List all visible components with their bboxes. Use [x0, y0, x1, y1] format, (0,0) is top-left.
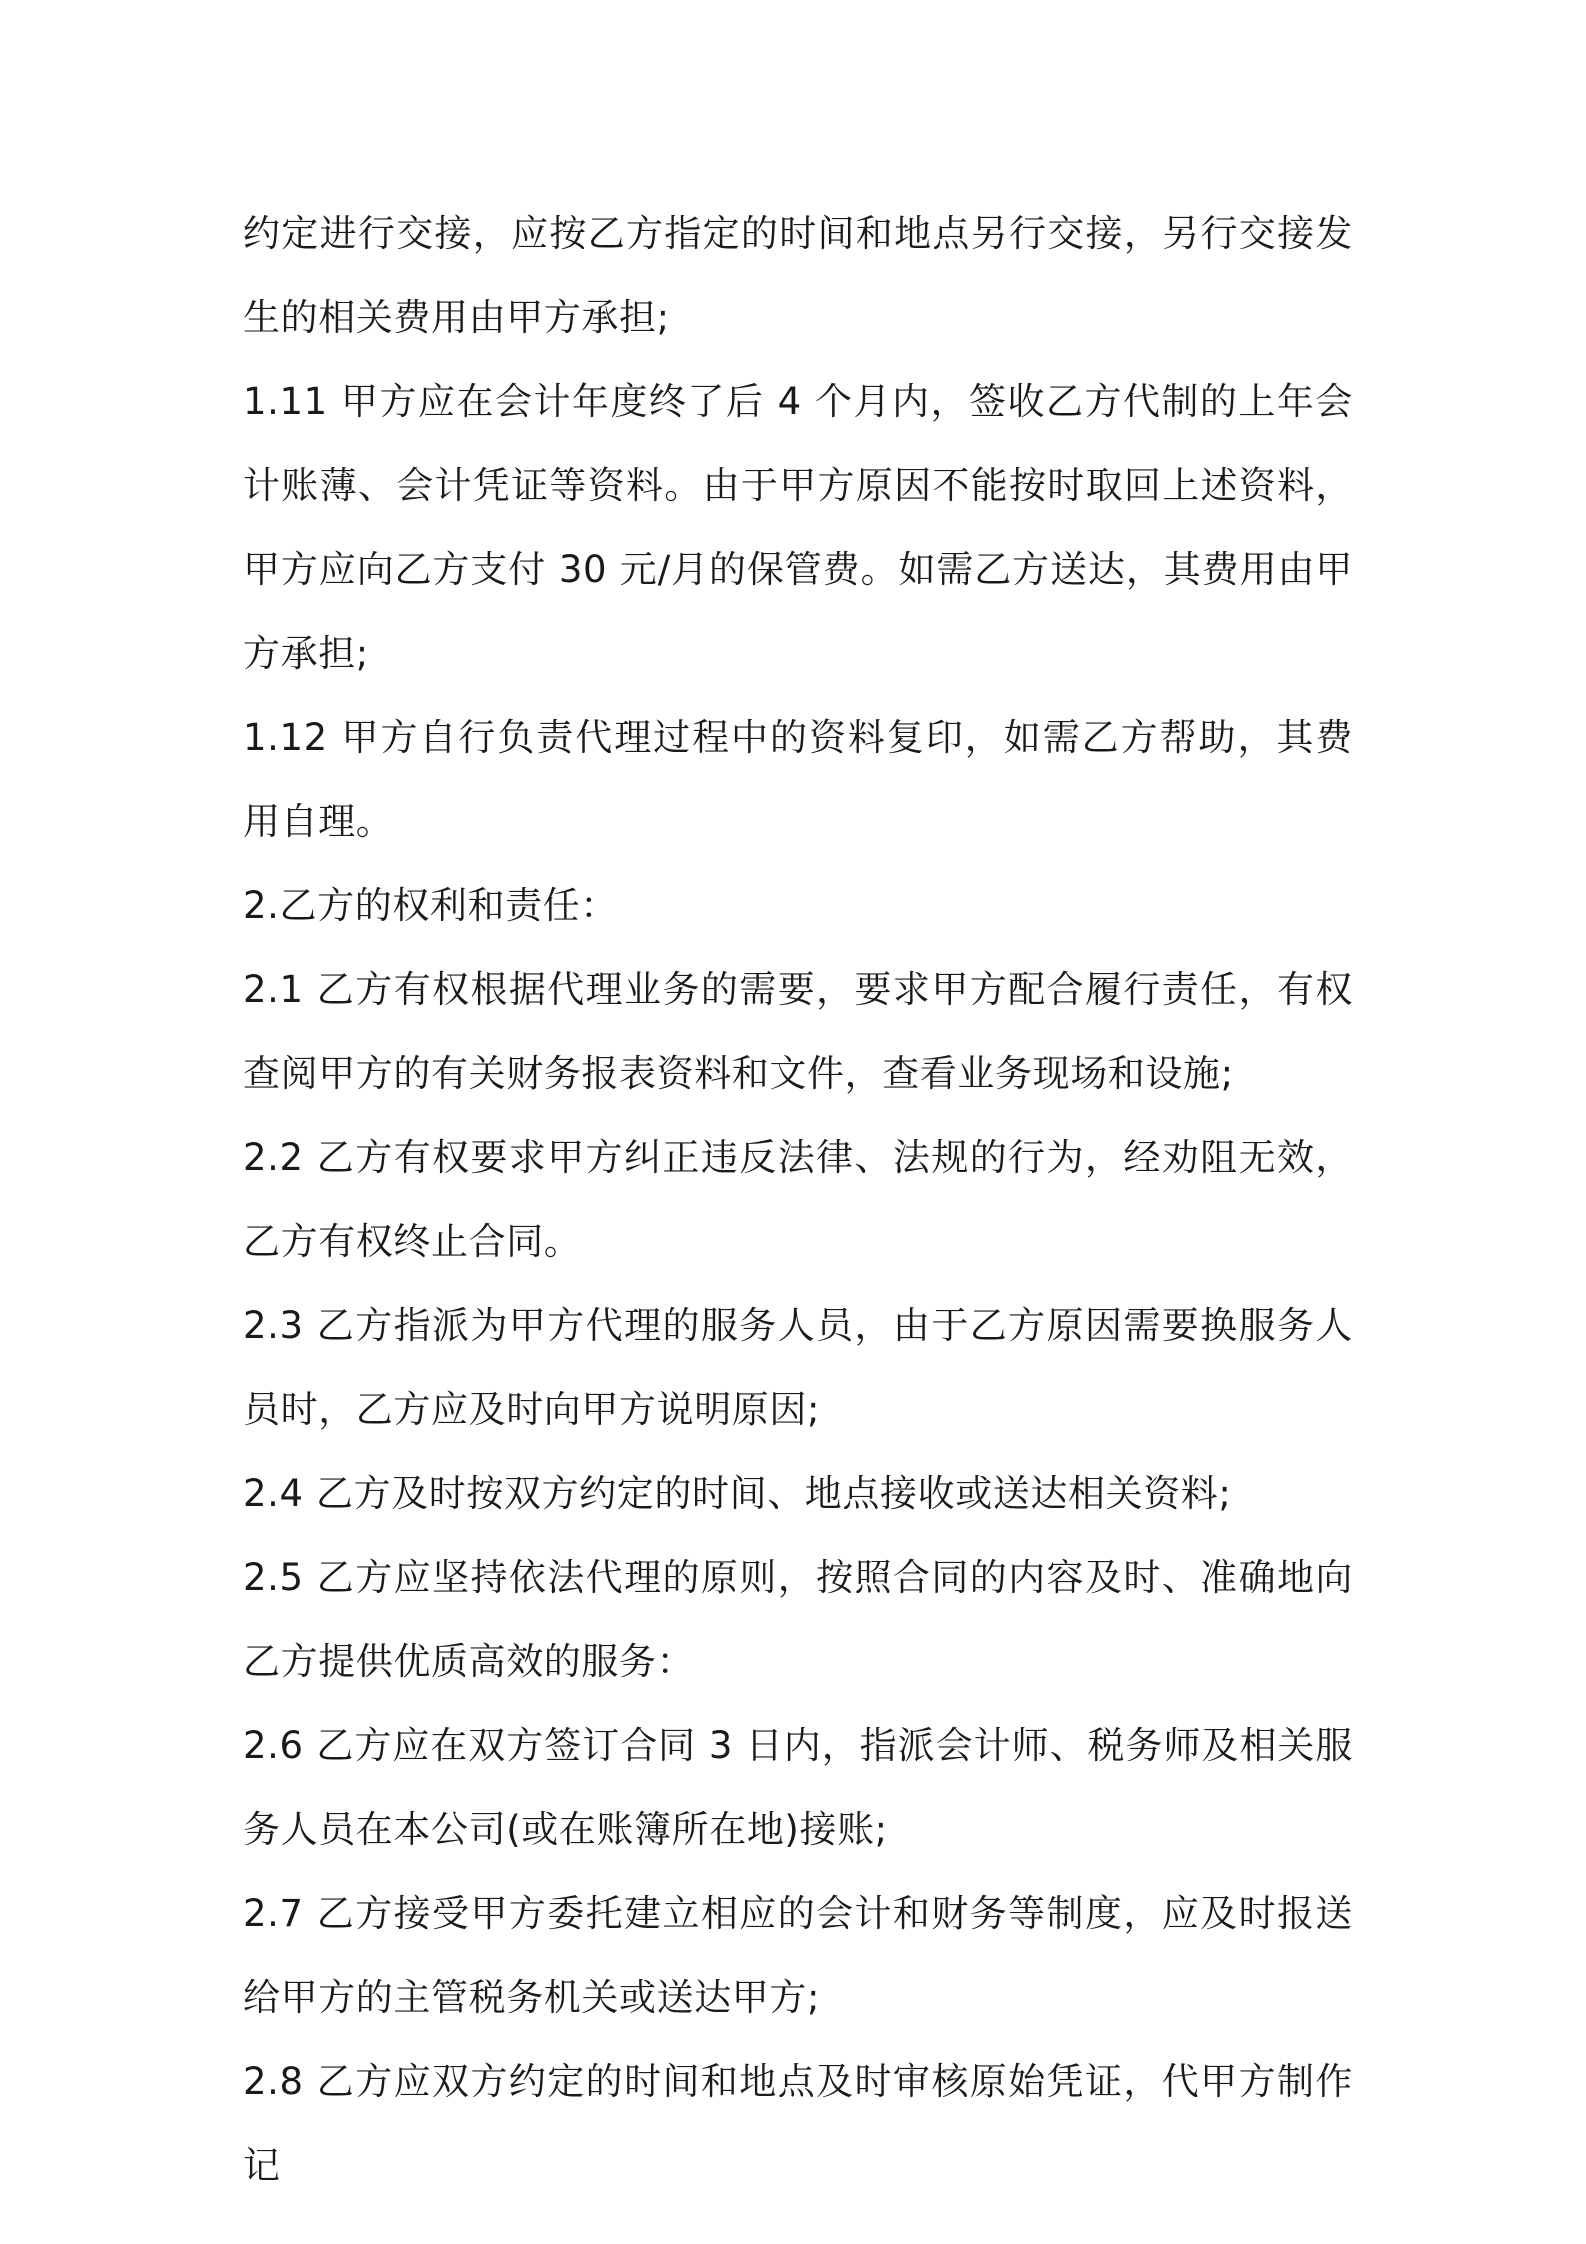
document-body [243, 192, 1353, 2208]
paragraph-2-2: 2.2 乙方有权要求甲方纠正违反法律、法规的行为，经劝阻无效，乙方有权终止合同。 [243, 1136, 1353, 1263]
paragraph-2-6: 2.6 乙方应在双方签订合同 3 日内，指派会计师、税务师及相关服务人员在本公司(或在账簿所在地)接账; [243, 1724, 1353, 1851]
paragraph-1-12: 1.12 甲方自行负责代理过程中的资料复印，如需乙方帮助，其费用自理。 [243, 716, 1353, 843]
paragraph-2-7: 2.7 乙方接受甲方委托建立相应的会计和财务等制度，应及时报送给甲方的主管税务机关或送达甲方; [243, 1892, 1353, 2019]
paragraph-2-4: 2.4 乙方及时按双方约定的时间、地点接收或送达相关资料; [243, 1472, 1232, 1515]
paragraph-2-5: 2.5 乙方应坚持依法代理的原则，按照合同的内容及时、准确地向乙方提供优质高效的服务： [243, 1556, 1353, 1683]
section-heading-party-b-rights: 2.乙方的权利和责任： [243, 884, 618, 927]
paragraph-2-8: 2.8 乙方应双方约定的时间和地点及时审核原始凭证，代甲方制作记 [243, 2060, 1353, 2187]
paragraph-2-3: 2.3 乙方指派为甲方代理的服务人员，由于乙方原因需要换服务人员时，乙方应及时向甲方说明原因; [243, 1304, 1353, 1431]
paragraph-1-11: 1.11 甲方应在会计年度终了后 4 个月内，签收乙方代制的上年会计账薄、会计凭证等资料。由于甲方原因不能按时取回上述资料，甲方应向乙方支付 30 元/月的保管费。如需乙方送达，其费用由甲方承担; [243, 380, 1353, 675]
paragraph-handover-continued: 约定进行交接，应按乙方指定的时间和地点另行交接，另行交接发生的相关费用由甲方承担; [243, 212, 1353, 339]
paragraph-2-1: 2.1 乙方有权根据代理业务的需要，要求甲方配合履行责任，有权查阅甲方的有关财务报表资料和文件，查看业务现场和设施; [243, 968, 1353, 1095]
